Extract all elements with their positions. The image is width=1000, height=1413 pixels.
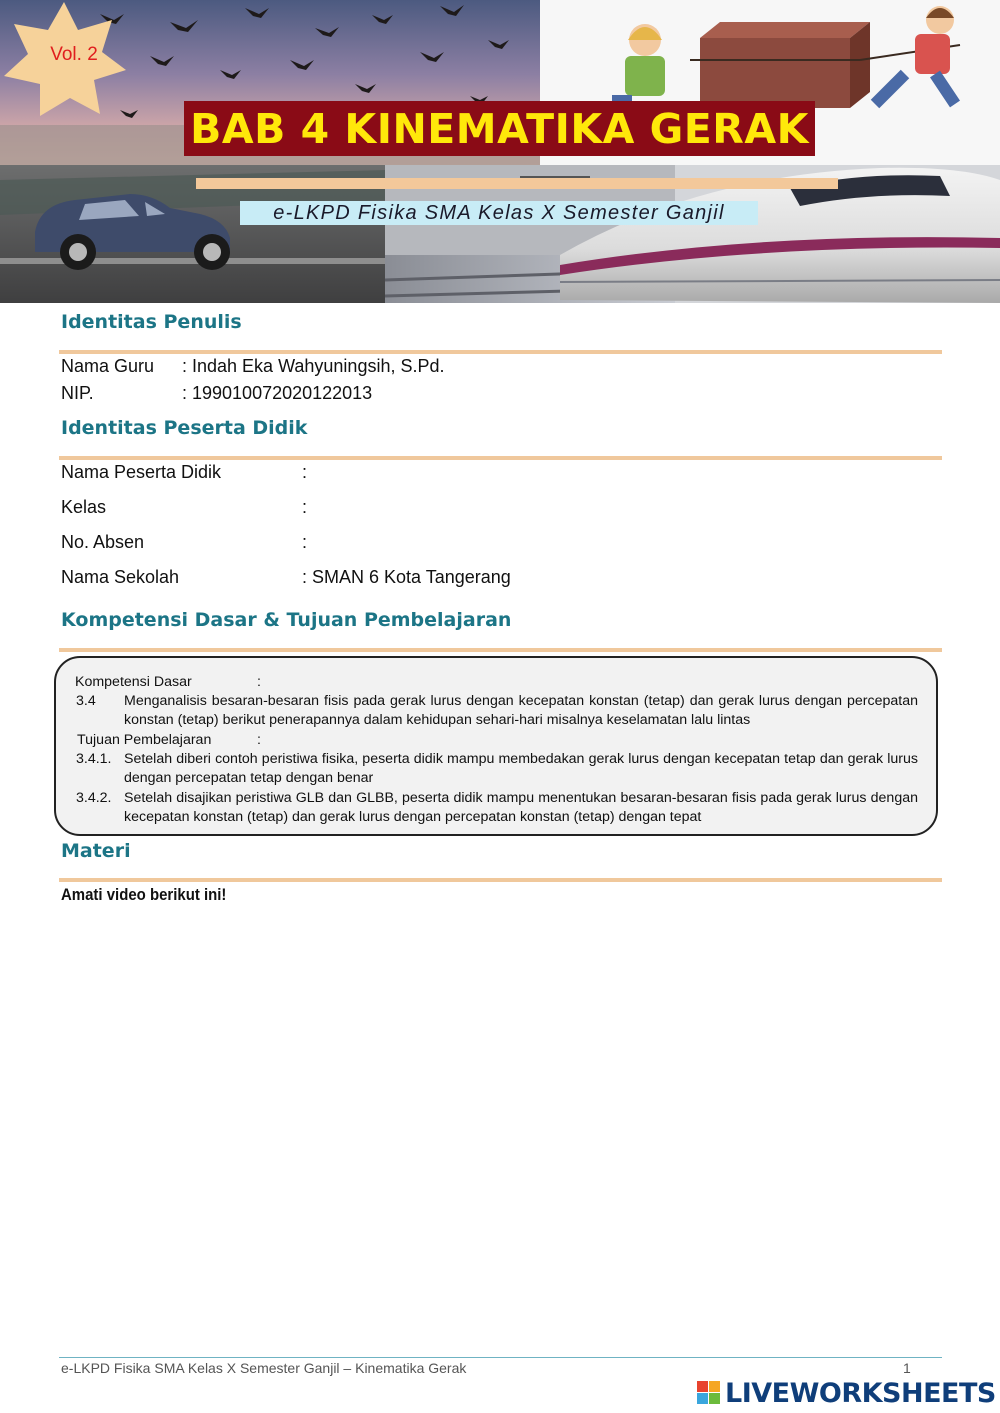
section-divider [59, 878, 942, 882]
footer-divider [59, 1357, 942, 1358]
section-heading-peserta: Identitas Peserta Didik [61, 417, 308, 439]
title-underline [196, 178, 838, 189]
kd-label: Kompetensi Dasar [75, 674, 192, 690]
field-label: Nama Sekolah [61, 567, 180, 587]
penulis-row-nama-guru [61, 356, 445, 377]
peserta-row-absen [61, 532, 308, 553]
liveworksheets-icon [697, 1381, 721, 1405]
section-heading-kompetensi: Kompetensi Dasar & Tujuan Pembelajaran [61, 609, 512, 631]
tp-item-text: Setelah diberi contoh peristiwa fisika, peserta didik mampu membedakan gerak lurus dengan kecepatan tetap dan gerak lurus dengan percepatan tetap dengan benar [124, 751, 918, 786]
volume-label: Vol. 2 [50, 44, 98, 65]
liveworksheets-brand: LIVEWORKSHEETS [725, 1377, 996, 1409]
kd-item-number: 3.4 [76, 693, 96, 709]
field-value: : Indah Eka Wahyuningsih, S.Pd. [182, 356, 445, 376]
penulis-row-nip [61, 383, 373, 404]
field-label: NIP. [61, 383, 94, 403]
kd-colon: : [257, 674, 261, 690]
field-value[interactable]: : [302, 462, 308, 482]
tp-item-number: 3.4.2. [76, 790, 112, 806]
field-label: Nama Guru [61, 356, 155, 376]
field-value: : 199010072020122013 [182, 383, 373, 403]
document-subtitle: e-LKPD Fisika SMA Kelas X Semester Ganjil [240, 201, 758, 225]
page-number: 1 [903, 1360, 911, 1376]
field-label: Kelas [61, 497, 107, 517]
materi-instruction: Amati video berikut ini! [61, 885, 227, 904]
section-divider [59, 648, 942, 652]
liveworksheets-logo[interactable] [697, 1378, 996, 1408]
section-heading-materi: Materi [61, 840, 131, 862]
header-banner [0, 0, 1000, 303]
footer-text: e-LKPD Fisika SMA Kelas X Semester Ganjil – Kinematika Gerak [61, 1360, 467, 1376]
section-divider [59, 456, 942, 460]
chapter-title-box [184, 101, 815, 156]
peserta-row-nama [61, 462, 308, 483]
peserta-row-kelas [61, 497, 308, 518]
field-value: : SMAN 6 Kota Tangerang [302, 567, 511, 587]
tp-item-text: Setelah disajikan peristiwa GLB dan GLBB, peserta didik mampu menentukan besaran-besaran fisis pada gerak lurus dengan kecepatan konstan (tetap) dan gerak lurus dengan percepatan konstan (tetap) dengan tepat [124, 790, 918, 825]
peserta-row-sekolah [61, 567, 511, 588]
field-value[interactable]: : [302, 497, 308, 517]
field-label: Nama Peserta Didik [61, 462, 222, 482]
section-heading-penulis: Identitas Penulis [61, 311, 242, 333]
chapter-title: BAB 4 KINEMATIKA GERAK [190, 104, 809, 153]
section-divider [59, 350, 942, 354]
field-label: No. Absen [61, 532, 145, 552]
tp-item-number: 3.4.1. [76, 751, 112, 767]
tp-colon: : [257, 732, 261, 748]
kd-item-text: Menganalisis besaran-besaran fisis pada gerak lurus dengan kecepatan konstan (tetap) dan gerak lurus dengan percepatan konstan (tetap) berikut penerapannya dalam kehidupan sehari-hari misalnya keselamatan lalu lintas [124, 693, 918, 728]
field-value[interactable]: : [302, 532, 308, 552]
tp-label: Tujuan Pembelajaran [77, 732, 212, 748]
